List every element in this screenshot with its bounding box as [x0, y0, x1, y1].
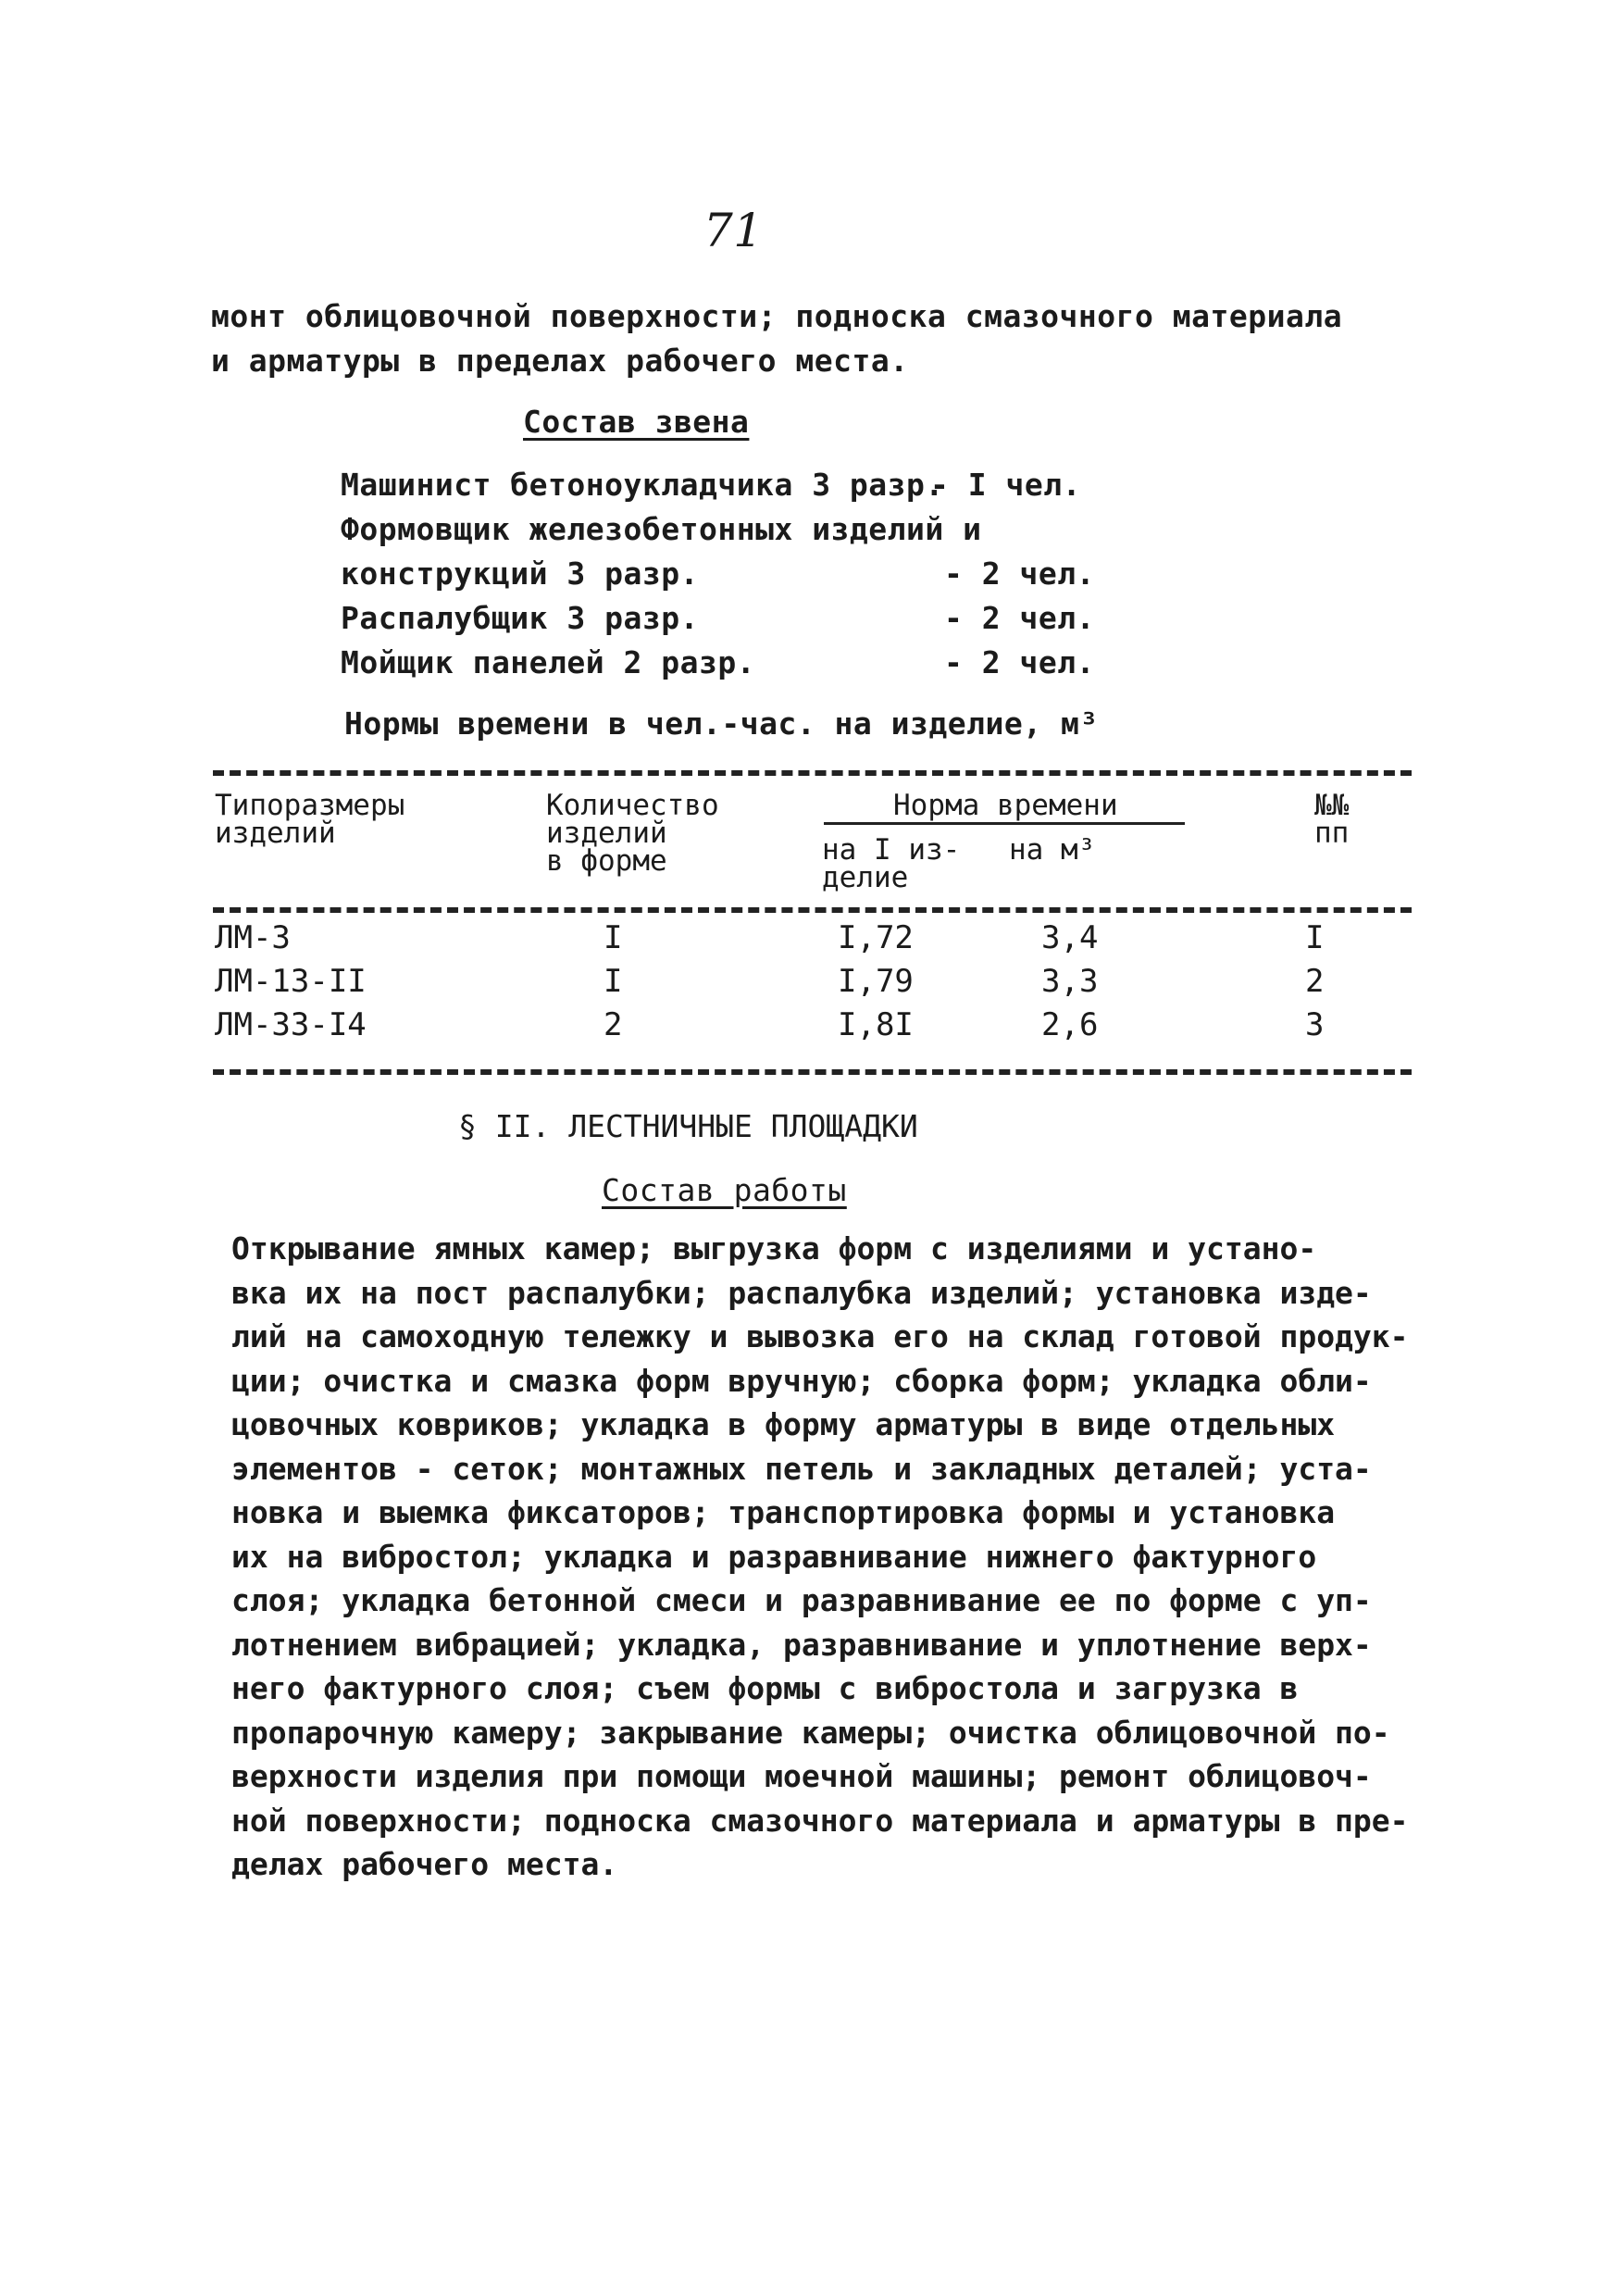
work-line: ции; очистка и смазка форм вручную; сборка форм; укладка обли-	[231, 1362, 1372, 1399]
table-bottom-rule	[213, 1069, 1412, 1075]
table-top-rule	[213, 770, 1412, 776]
row-num: 3	[1305, 1006, 1325, 1043]
work-line: него фактурного слоя; съем формы с виброcтола и загрузка в	[231, 1670, 1299, 1706]
header-per-m3: на м³	[1009, 833, 1096, 867]
crew-role: Формовщик железобетонных изделий и	[341, 511, 982, 547]
row-type: ЛМ-3	[215, 919, 291, 956]
work-line: лий на самоходную тележку и вывозка его на склад готовой продук-	[231, 1318, 1409, 1354]
row-qty: I	[604, 919, 623, 956]
header-group-rule	[824, 822, 1185, 825]
crew-count: - I чел.	[930, 467, 1081, 503]
work-description	[231, 1227, 1407, 1887]
work-line: их на виброcтол; укладка и разравнивание нижнего фактурного	[231, 1538, 1317, 1575]
intro-line-1: монт облицовочной поверхности; подноска смазочного материала	[211, 298, 1343, 334]
crew-title: Состав звена	[523, 404, 750, 440]
work-line: ной поверхности; подноска смазочного материала и арматуры в пре-	[231, 1802, 1409, 1839]
row-qty: I	[604, 963, 623, 1000]
work-line: верхности изделия при помощи моечной машины; ремонт облицовоч-	[231, 1758, 1372, 1794]
row-per-m3: 3,4	[1041, 919, 1099, 956]
section-title: § II. ЛЕСТНИЧНЫЕ ПЛОЩАДКИ	[458, 1108, 918, 1144]
row-per-item: I,72	[838, 919, 914, 956]
header-quantity: Количество изделий в форме	[546, 789, 719, 878]
row-type: ЛМ-33-I4	[215, 1006, 367, 1043]
norms-caption: Нормы времени в чел.-час. на изделие, м³	[344, 705, 1099, 742]
header-type: Типоразмеры изделий	[215, 789, 405, 850]
header-time-group: Норма времени	[893, 789, 1118, 822]
crew-role: Распалубщик 3 разр.	[341, 600, 699, 636]
row-per-item: I,8I	[838, 1006, 914, 1043]
row-per-m3: 2,6	[1041, 1006, 1099, 1043]
row-per-m3: 3,3	[1041, 963, 1099, 1000]
work-line: элементов - сеток; монтажных петель и закладных деталей; уста-	[231, 1450, 1372, 1487]
crew-count: - 2 чел.	[944, 600, 1095, 636]
work-line: пропарочную камеру; закрывание камеры; очистка облицовочной по-	[231, 1714, 1390, 1751]
crew-count: - 2 чел.	[944, 644, 1095, 680]
crew-count: - 2 чел.	[944, 555, 1095, 592]
row-per-item: I,79	[838, 963, 914, 1000]
header-number: №№ пп	[1314, 789, 1350, 850]
work-title: Состав работы	[602, 1172, 847, 1208]
intro-line-2: и арматуры в пределах рабочего места.	[211, 343, 909, 379]
page-number: 71	[703, 204, 764, 257]
crew-role: Машинист бетоноукладчика 3 разр.	[341, 467, 944, 503]
table-header-rule	[213, 907, 1412, 913]
work-line: слоя; укладка бетонной смеси и разравнивание ее по форме с уп-	[231, 1582, 1372, 1618]
crew-role: Мойщик панелей 2 разр.	[341, 644, 756, 680]
row-type: ЛМ-13-II	[215, 963, 367, 1000]
work-line: цовочных ковриков; укладка в форму арматуры в виде отдельных	[231, 1406, 1336, 1442]
row-num: I	[1305, 919, 1325, 956]
header-per-item: на I из- делие	[822, 833, 961, 894]
work-line: Открывание ямных камер; выгрузка форм с изделиями и устано-	[231, 1230, 1317, 1267]
work-line: лотнением вибрацией; укладка, разравнивание и уплотнение верх-	[231, 1626, 1372, 1663]
work-line: делах рабочего места.	[231, 1846, 618, 1882]
work-line: новка и выемка фиксаторов; транспортировка формы и установка	[231, 1494, 1336, 1530]
row-qty: 2	[604, 1006, 623, 1043]
crew-role: конструкций 3 разр.	[341, 555, 699, 592]
work-line: вка их на пост распалубки; распалубка изделий; установка изде-	[231, 1274, 1372, 1311]
row-num: 2	[1305, 963, 1325, 1000]
